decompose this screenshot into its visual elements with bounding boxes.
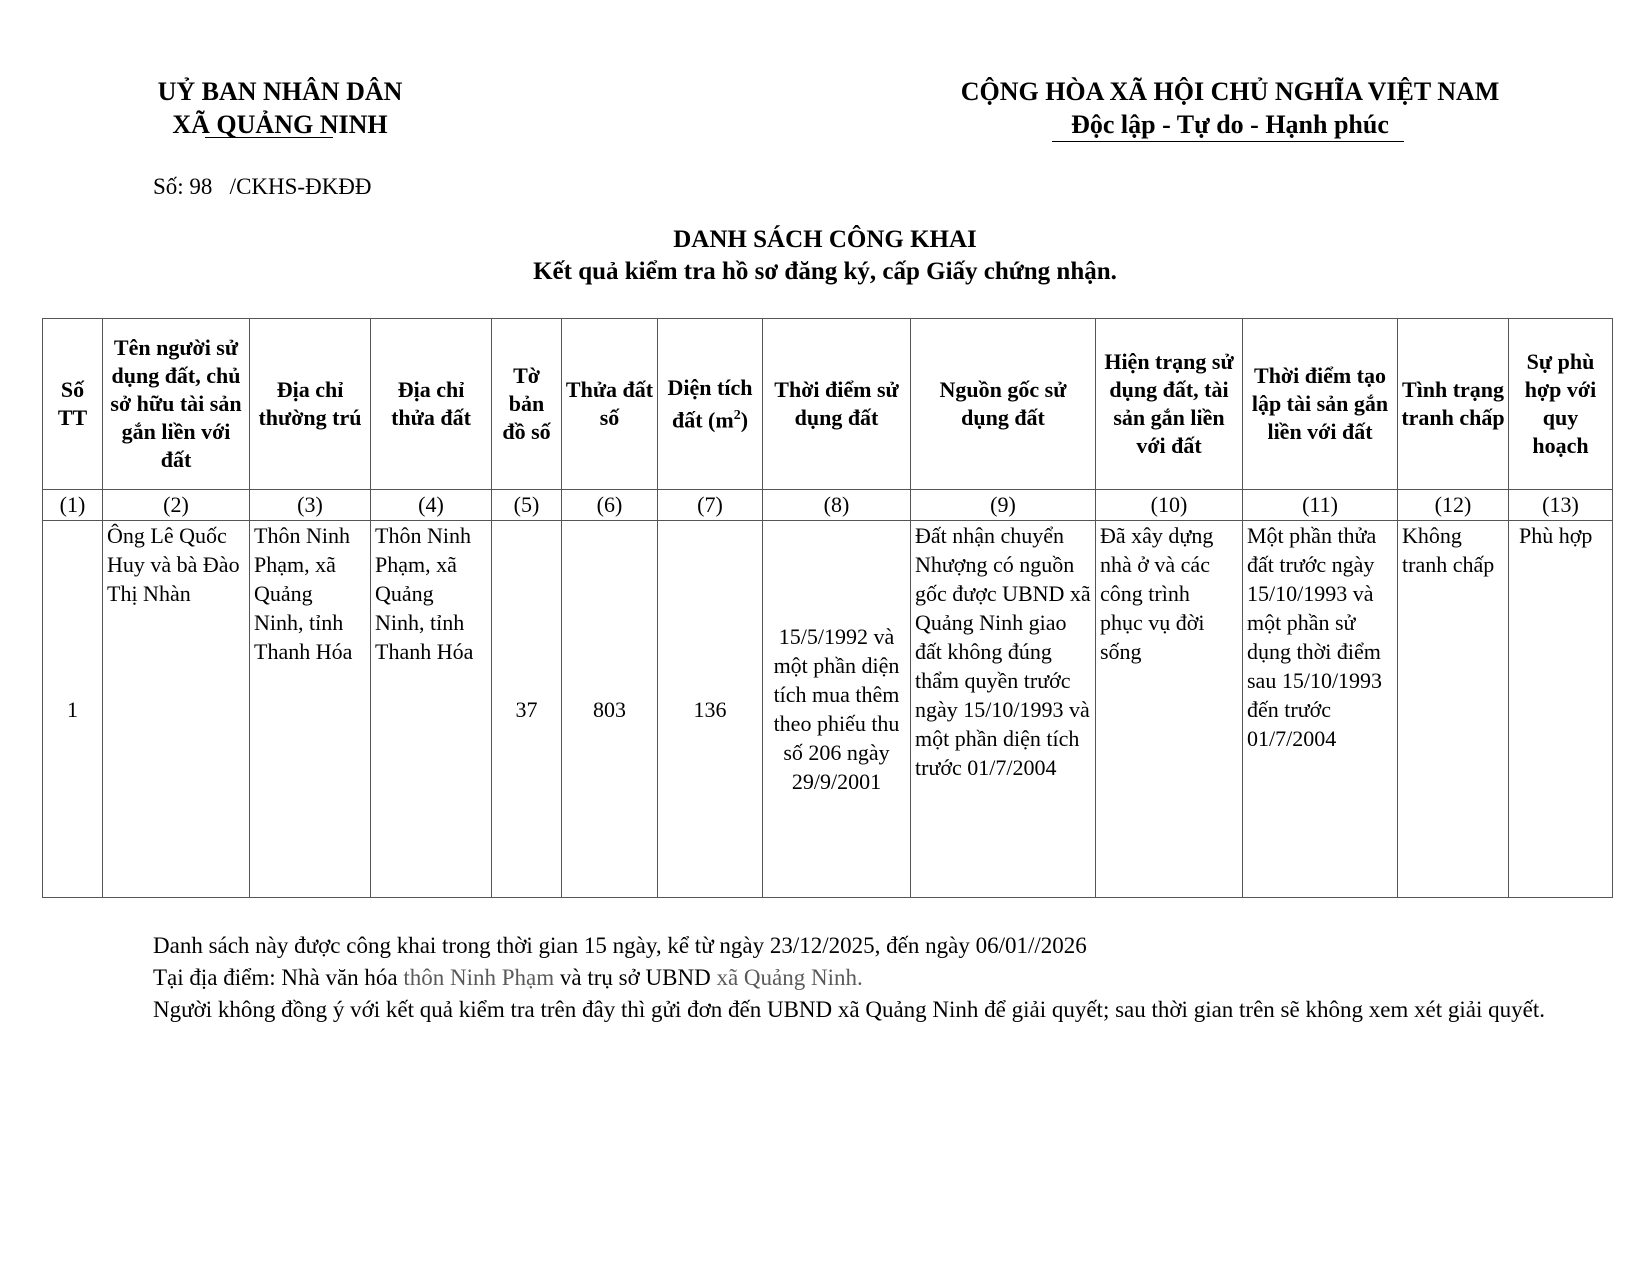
cell-residence: Thôn Ninh Phạm, xã Quảng Ninh, tỉnh Thanh Hóa [250, 521, 371, 898]
document-number: Số: 98 /CKHS-ĐKĐĐ [153, 174, 372, 199]
column-number: (10) [1096, 490, 1243, 521]
column-number: (7) [658, 490, 763, 521]
column-number-row [43, 490, 1613, 521]
note-objection: Người không đồng ý với kết quả kiểm tra trên đây thì gửi đơn đến UBND xã Quảng Ninh để giải quyết; sau thời gian trên sẽ không xem xét giải quyết. [153, 997, 1545, 1022]
area-header-text: Diện tích đất (m [667, 374, 753, 433]
header-cell: Hiện trạng sử dụng đất, tài sản gắn liền với đất [1096, 319, 1243, 490]
document-subtitle: Kết quả kiểm tra hồ sơ đăng ký, cấp Giấy chứng nhận. [533, 258, 1117, 285]
note-location [77, 962, 1579, 994]
commune-name: XÃ QUẢNG NINH [172, 110, 388, 139]
header-cell: Thửa đất số [562, 319, 658, 490]
column-number: (8) [763, 490, 911, 521]
results-table [42, 318, 1613, 898]
area-unit-superscript: 2 [733, 407, 741, 423]
header-cell: Thời điểm tạo lập tài sản gắn liền với đất [1243, 319, 1398, 490]
table-row [43, 521, 1613, 898]
document-title: DANH SÁCH CÔNG KHAI [673, 226, 977, 253]
column-number: (5) [492, 490, 562, 521]
cell-origin: Đất nhận chuyển Nhượng có nguồn gốc được UBND xã Quảng Ninh giao đất không đúng thẩm quyền trước ngày 15/10/1993 và một phần diện tích trước 01/7/2004 [911, 521, 1096, 898]
header-cell: Tờ bản đồ số [492, 319, 562, 490]
national-header [880, 75, 1580, 141]
cell-area: 136 [658, 521, 763, 898]
cell-dispute: Không tranh chấp [1398, 521, 1509, 898]
cell-parcel-number: 803 [562, 521, 658, 898]
cell-planning: Phù hợp [1509, 521, 1613, 898]
country-name: CỘNG HÒA XÃ HỘI CHỦ NGHĨA VIỆT NAM [960, 77, 1500, 106]
notes-section [77, 930, 1579, 1026]
note-location-village: thôn Ninh Phạm [403, 965, 555, 990]
motto: Độc lập - Tự do - Hạnh phúc [1071, 110, 1389, 139]
header-cell: Địa chỉ thửa đất [371, 319, 492, 490]
column-number: (9) [911, 490, 1096, 521]
column-number: (6) [562, 490, 658, 521]
note-location-commune: xã Quảng Ninh. [716, 965, 863, 990]
column-number: (12) [1398, 490, 1509, 521]
cell-map-sheet: 37 [492, 521, 562, 898]
note-period: Danh sách này được công khai trong thời gian 15 ngày, kể từ ngày 23/12/2025, đến ngày 06/01//2026 [153, 933, 1087, 958]
header-cell: Tên người sử dụng đất, chủ sở hữu tài sản gắn liền với đất [103, 319, 250, 490]
agency-underline [205, 137, 333, 138]
table-header-row [43, 319, 1613, 490]
agency-header [110, 75, 450, 141]
header-cell: Sự phù hợp với quy hoạch [1509, 319, 1613, 490]
header-cell: Số TT [43, 319, 103, 490]
column-number: (13) [1509, 490, 1613, 521]
header-cell: Thời điểm sử dụng đất [763, 319, 911, 490]
agency-name: UỶ BAN NHÂN DÂN [157, 77, 403, 106]
motto-underline [1052, 141, 1404, 142]
header-cell: Tình trạng tranh chấp [1398, 319, 1509, 490]
cell-asset-time: Một phần thửa đất trước ngày 15/10/1993 và một phần sử dụng thời điểm sau 15/10/1993 đến trước 01/7/2004 [1243, 521, 1398, 898]
note-location-prefix: Tại địa điểm: Nhà văn hóa [153, 965, 404, 990]
cell-index: 1 [43, 521, 103, 898]
area-unit-close: ) [740, 407, 749, 433]
column-number: (2) [103, 490, 250, 521]
cell-current-status: Đã xây dựng nhà ở và các công trình phục vụ đời sống [1096, 521, 1243, 898]
cell-owner: Ông Lê Quốc Huy và bà Đào Thị Nhàn [103, 521, 250, 898]
cell-use-time: 15/5/1992 và một phần diện tích mua thêm theo phiếu thu số 206 ngày 29/9/2001 [763, 521, 911, 898]
header-cell: Địa chỉ thường trú [250, 319, 371, 490]
column-number: (3) [250, 490, 371, 521]
column-number: (1) [43, 490, 103, 521]
column-number: (4) [371, 490, 492, 521]
note-location-mid: và trụ sở UBND [554, 965, 717, 990]
cell-parcel-address: Thôn Ninh Phạm, xã Quảng Ninh, tỉnh Thanh Hóa [371, 521, 492, 898]
header-cell: Nguồn gốc sử dụng đất [911, 319, 1096, 490]
header-cell-area [658, 319, 763, 490]
column-number: (11) [1243, 490, 1398, 521]
